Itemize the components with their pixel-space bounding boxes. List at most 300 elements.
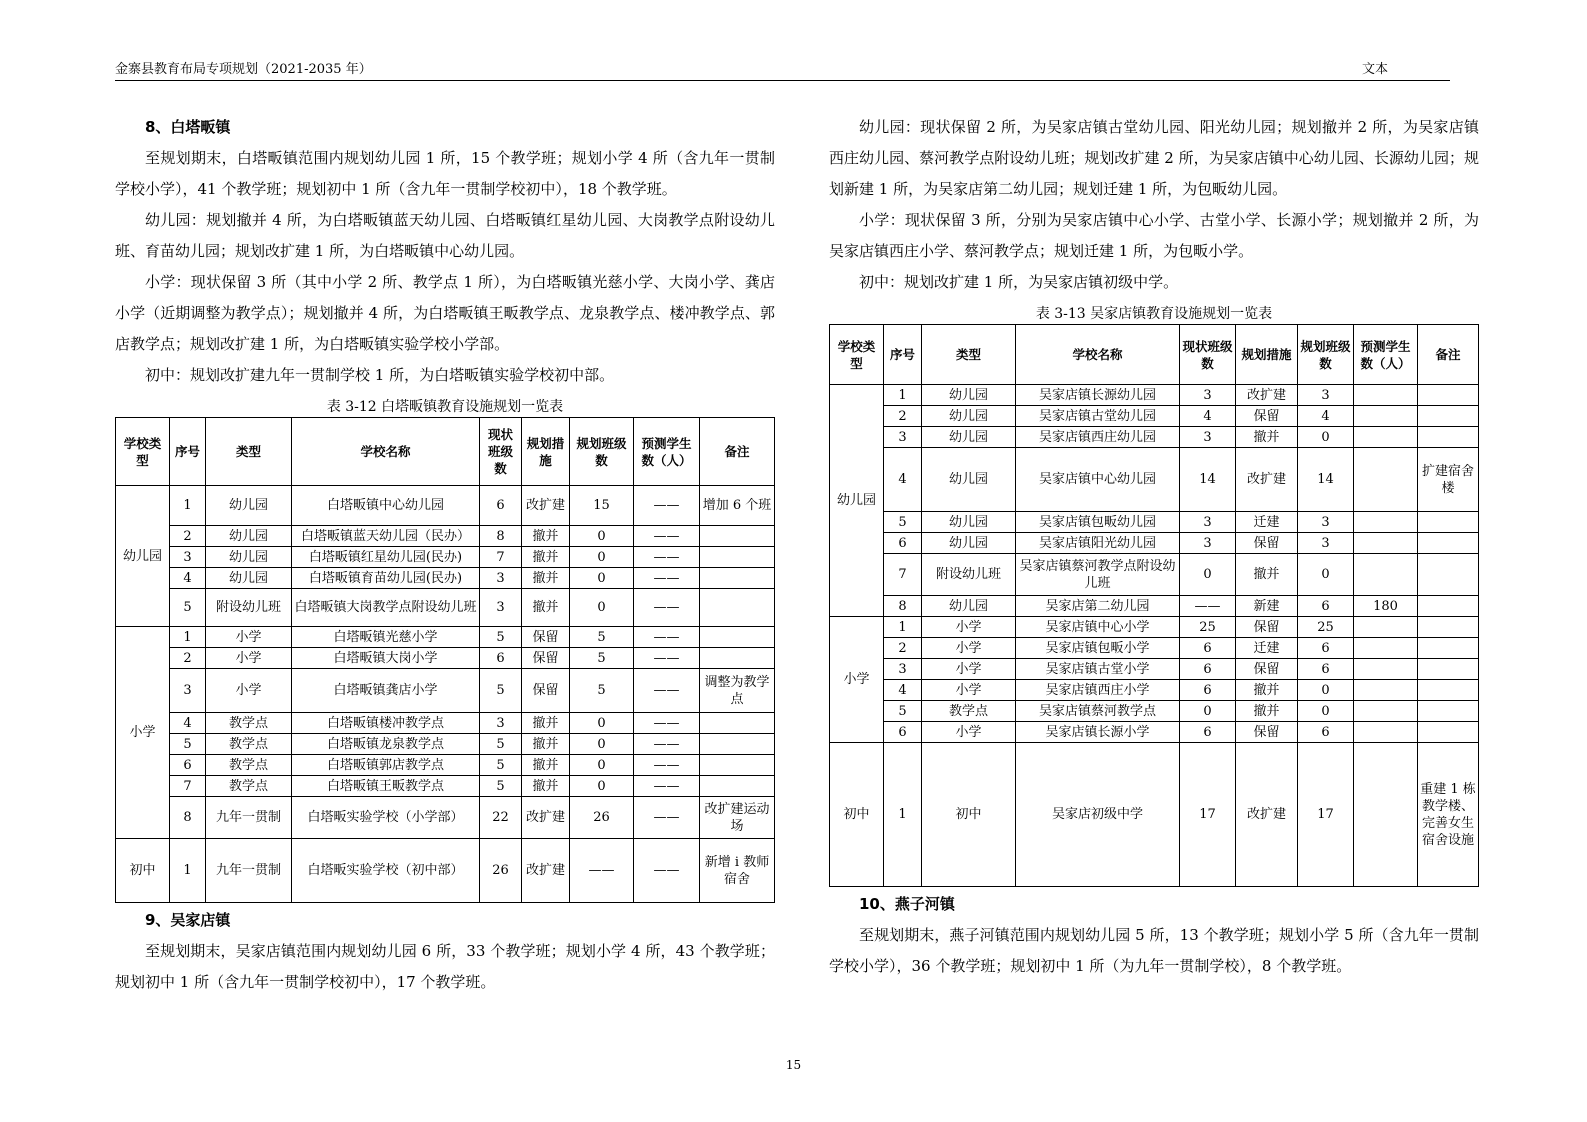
table-cell: 保留 — [1236, 659, 1298, 680]
table-cell: 26 — [570, 797, 634, 839]
paragraph: 小学：现状保留 3 所（其中小学 2 所、教学点 1 所），为白塔畈镇光慈小学、大岗小学、龚店小学（近期调整为教学点）；规划撤并 4 所，为白塔畈镇王畈教学点、龙泉教学点、楼冲教学点、郭店教学点；规划改扩建 1 所，为白塔畈镇实验学校小学部。 — [115, 273, 775, 353]
table-cell — [700, 568, 775, 589]
table-cell — [1354, 680, 1418, 701]
table-cell — [1354, 617, 1418, 638]
table-cell: 教学点 — [206, 755, 292, 776]
table-cell: —— — [634, 486, 700, 526]
table-cell: 撤并 — [522, 776, 570, 797]
table-cell — [1418, 385, 1479, 406]
table-cell: —— — [634, 589, 700, 627]
table-cell: 0 — [570, 589, 634, 627]
table-cell — [700, 547, 775, 568]
column-header: 现状班级数 — [480, 418, 522, 486]
table-cell — [1354, 448, 1418, 512]
table-row — [830, 533, 1479, 554]
table-cell: 改扩建 — [1236, 448, 1298, 512]
table-cell: —— — [634, 755, 700, 776]
table-cell: 小学 — [206, 669, 292, 713]
table-cell: 3 — [1298, 512, 1354, 533]
table-cell: 白塔畈镇郭店教学点 — [292, 755, 480, 776]
table-row — [830, 554, 1479, 596]
page-header — [115, 54, 1450, 81]
table-row — [830, 617, 1479, 638]
paragraph: 初中：规划改扩建九年一贯制学校 1 所，为白塔畈镇实验学校初中部。 — [145, 366, 615, 384]
column-header: 学校类型 — [116, 418, 170, 486]
heading-wujiadian: 9、吴家店镇 — [145, 911, 231, 929]
table-cell: 增加 6 个班 — [700, 486, 775, 526]
table-cell: 保留 — [522, 648, 570, 669]
table-cell: 改扩建 — [522, 839, 570, 903]
table-cell: 3 — [884, 427, 922, 448]
table-cell: 6 — [480, 486, 522, 526]
table-cell: 6 — [884, 533, 922, 554]
section-label: 文本 — [1361, 62, 1388, 77]
table-cell: 6 — [1180, 659, 1236, 680]
table-row — [116, 755, 775, 776]
table-cell — [1354, 743, 1418, 887]
table-cell: 6 — [1298, 596, 1354, 617]
table-cell: 5 — [480, 755, 522, 776]
table-cell: 撤并 — [1236, 680, 1298, 701]
table-cell: 6 — [480, 648, 522, 669]
table-cell — [1418, 427, 1479, 448]
table-cell: 白塔畈镇楼冲教学点 — [292, 713, 480, 734]
table-cell: 小学 — [922, 680, 1016, 701]
table-cell: 3 — [480, 713, 522, 734]
table-cell: 保留 — [1236, 617, 1298, 638]
table-cell: 九年一贯制 — [206, 839, 292, 903]
table-cell: 幼儿园 — [206, 547, 292, 568]
table-cell: 5 — [570, 627, 634, 648]
table-cell: 吴家店镇蔡河教学点 — [1016, 701, 1180, 722]
table-row — [116, 526, 775, 547]
table-cell: 2 — [884, 406, 922, 427]
table-row — [116, 547, 775, 568]
table-row — [116, 627, 775, 648]
table-cell: 0 — [1298, 554, 1354, 596]
table-cell: 25 — [1180, 617, 1236, 638]
table-cell: 5 — [480, 627, 522, 648]
table-cell: 白塔畈镇光慈小学 — [292, 627, 480, 648]
table-cell: 5 — [570, 669, 634, 713]
table-cell: 吴家店镇中心幼儿园 — [1016, 448, 1180, 512]
table-row — [830, 722, 1479, 743]
table-cell: 幼儿园 — [922, 448, 1016, 512]
school-category-cell: 初中 — [830, 743, 884, 887]
paragraph: 幼儿园：现状保留 2 所，为吴家店镇古堂幼儿园、阳光幼儿园；规划撤并 2 所，为吴家店镇西庄幼儿园、蔡河教学点附设幼儿班；规划改扩建 2 所，为吴家店镇中心幼儿园、长源幼儿园；规划新建 1 所，为吴家店第二幼儿园；规划迁建 1 所，为包畈幼儿园。 — [829, 118, 1479, 198]
table-cell — [1418, 406, 1479, 427]
table-cell — [700, 755, 775, 776]
table-cell: 2 — [170, 648, 206, 669]
table-cell: 6 — [1298, 659, 1354, 680]
table-cell: 4 — [884, 680, 922, 701]
table-cell: 4 — [170, 713, 206, 734]
table-cell: 2 — [884, 638, 922, 659]
column-header: 预测学生数（人） — [634, 418, 700, 486]
table-cell — [1354, 722, 1418, 743]
table-cell: 幼儿园 — [922, 427, 1016, 448]
table-cell: 白塔畈镇王畈教学点 — [292, 776, 480, 797]
column-header: 预测学生数（人） — [1354, 325, 1418, 385]
column-header: 类型 — [206, 418, 292, 486]
table-cell: 幼儿园 — [922, 596, 1016, 617]
table-cell: 重建 1 栋教学楼、完善女生宿舍设施 — [1418, 743, 1479, 887]
column-header: 备注 — [700, 418, 775, 486]
table-cell: 吴家店镇包畈幼儿园 — [1016, 512, 1180, 533]
table-cell — [1418, 554, 1479, 596]
table-cell: 吴家店初级中学 — [1016, 743, 1180, 887]
table-cell: 保留 — [1236, 406, 1298, 427]
school-category-cell: 小学 — [116, 627, 170, 839]
table-cell: 4 — [170, 568, 206, 589]
table-cell: 白塔畈镇大岗教学点附设幼儿班 — [292, 589, 480, 627]
table-cell: 撤并 — [1236, 701, 1298, 722]
table-cell — [700, 526, 775, 547]
table-cell: 5 — [884, 701, 922, 722]
paragraph: 至规划期末，白塔畈镇范围内规划幼儿园 1 所，15 个教学班；规划小学 4 所（含九年一贯制学校小学），41 个教学班；规划初中 1 所（含九年一贯制学校初中），18 个教学班。 — [115, 149, 775, 198]
table-cell: —— — [634, 776, 700, 797]
table-cell: 8 — [884, 596, 922, 617]
table-cell: 保留 — [522, 627, 570, 648]
table-cell — [1418, 659, 1479, 680]
table-cell: 白塔畈镇红星幼儿园(民办) — [292, 547, 480, 568]
table-cell: 改扩建 — [522, 797, 570, 839]
table-cell: 吴家店第二幼儿园 — [1016, 596, 1180, 617]
table-cell: 吴家店镇长源幼儿园 — [1016, 385, 1180, 406]
table-cell: 5 — [170, 589, 206, 627]
table-cell: 3 — [1180, 385, 1236, 406]
table-cell: —— — [634, 734, 700, 755]
table-cell: 新增 i 教师宿舍 — [700, 839, 775, 903]
table-cell: 新建 — [1236, 596, 1298, 617]
table-cell: 幼儿园 — [206, 568, 292, 589]
column-header: 现状班级数 — [1180, 325, 1236, 385]
table-cell: 0 — [1298, 701, 1354, 722]
table-cell — [700, 776, 775, 797]
table-cell: 扩建宿舍楼 — [1418, 448, 1479, 512]
table-cell: 吴家店镇中心小学 — [1016, 617, 1180, 638]
table-row — [116, 669, 775, 713]
table-cell: 白塔畈镇大岗小学 — [292, 648, 480, 669]
table-cell: 吴家店镇古堂幼儿园 — [1016, 406, 1180, 427]
table-cell: 7 — [170, 776, 206, 797]
table-cell: 1 — [170, 627, 206, 648]
column-header: 规划措施 — [522, 418, 570, 486]
column-header: 备注 — [1418, 325, 1479, 385]
table-cell — [1354, 554, 1418, 596]
table-cell: 3 — [480, 589, 522, 627]
table-cell: 6 — [1180, 638, 1236, 659]
table-cell: 幼儿园 — [206, 486, 292, 526]
table-cell: 3 — [884, 659, 922, 680]
table-cell: 3 — [1180, 512, 1236, 533]
table-cell: 1 — [170, 486, 206, 526]
table-row — [830, 701, 1479, 722]
table-cell: 吴家店镇西庄小学 — [1016, 680, 1180, 701]
table-3-13 — [829, 324, 1479, 887]
table-caption: 表 3-12 白塔畈镇教育设施规划一览表 — [326, 399, 564, 415]
table-row — [116, 713, 775, 734]
table-cell: 保留 — [1236, 722, 1298, 743]
table-cell: 白塔畈镇龙泉教学点 — [292, 734, 480, 755]
table-cell: 6 — [1298, 722, 1354, 743]
table-cell: 17 — [1298, 743, 1354, 887]
table-cell: 幼儿园 — [922, 533, 1016, 554]
table-cell: 3 — [170, 669, 206, 713]
paragraph: 至规划期末，燕子河镇范围内规划幼儿园 5 所，13 个教学班；规划小学 5 所（含九年一贯制学校小学），36 个教学班；规划初中 1 所（为九年一贯制学校），8 个教学班。 — [829, 926, 1479, 975]
page-number: 15 — [785, 1058, 802, 1072]
table-cell — [1418, 596, 1479, 617]
table-cell — [700, 734, 775, 755]
column-header: 序号 — [884, 325, 922, 385]
table-cell: 4 — [1180, 406, 1236, 427]
table-cell: 5 — [480, 734, 522, 755]
table-cell: —— — [634, 547, 700, 568]
table-row — [830, 448, 1479, 512]
table-cell: 幼儿园 — [922, 512, 1016, 533]
table-cell — [1418, 722, 1479, 743]
table-cell — [1354, 427, 1418, 448]
table-cell — [1354, 385, 1418, 406]
table-cell: 3 — [1298, 385, 1354, 406]
column-header: 规划措施 — [1236, 325, 1298, 385]
table-cell: —— — [634, 648, 700, 669]
table-cell: 3 — [1180, 533, 1236, 554]
table-cell: 0 — [1180, 554, 1236, 596]
paragraph: 初中：规划改扩建 1 所，为吴家店镇初级中学。 — [859, 273, 1179, 291]
table-row — [116, 568, 775, 589]
table-cell — [1354, 512, 1418, 533]
table-cell: 白塔畈实验学校（小学部） — [292, 797, 480, 839]
table-cell: 0 — [570, 734, 634, 755]
school-category-cell: 初中 — [116, 839, 170, 903]
table-cell: 5 — [480, 669, 522, 713]
right-column — [829, 112, 1479, 982]
table-cell — [700, 627, 775, 648]
table-row — [830, 638, 1479, 659]
table-row — [116, 734, 775, 755]
table-cell: 0 — [570, 526, 634, 547]
table-caption: 表 3-13 吴家店镇教育设施规划一览表 — [1035, 306, 1273, 322]
table-cell: 26 — [480, 839, 522, 903]
table-cell: 迁建 — [1236, 512, 1298, 533]
table-cell — [1354, 533, 1418, 554]
table-row — [830, 659, 1479, 680]
table-cell: 小学 — [922, 617, 1016, 638]
table-cell: 小学 — [922, 638, 1016, 659]
table-cell — [700, 648, 775, 669]
table-cell: 撤并 — [522, 734, 570, 755]
paragraph: 至规划期末，吴家店镇范围内规划幼儿园 6 所，33 个教学班；规划小学 4 所，43 个教学班；规划初中 1 所（含九年一贯制学校初中），17 个教学班。 — [115, 942, 775, 991]
table-cell: 撤并 — [1236, 427, 1298, 448]
table-cell: 6 — [884, 722, 922, 743]
table-cell: 6 — [1180, 680, 1236, 701]
table-cell: 0 — [570, 755, 634, 776]
heading-yanzihe: 10、燕子河镇 — [859, 895, 955, 913]
table-cell: 附设幼儿班 — [206, 589, 292, 627]
table-cell: 1 — [884, 617, 922, 638]
table-cell: 14 — [1298, 448, 1354, 512]
table-row — [830, 385, 1479, 406]
table-3-12 — [115, 417, 775, 903]
table-cell — [1418, 680, 1479, 701]
table-cell: 3 — [170, 547, 206, 568]
table-cell: 7 — [480, 547, 522, 568]
table-cell: 0 — [1180, 701, 1236, 722]
table-cell: 保留 — [522, 669, 570, 713]
table-row — [116, 589, 775, 627]
table-row — [116, 839, 775, 903]
table-row — [830, 596, 1479, 617]
table-row — [116, 486, 775, 526]
table-cell: —— — [1180, 596, 1236, 617]
table-cell: 教学点 — [206, 713, 292, 734]
paragraph: 幼儿园：规划撤并 4 所，为白塔畈镇蓝天幼儿园、白塔畈镇红星幼儿园、大岗教学点附设幼儿班、育苗幼儿园；规划改扩建 1 所，为白塔畈镇中心幼儿园。 — [115, 211, 775, 260]
table-cell — [1418, 638, 1479, 659]
table-cell: 小学 — [206, 648, 292, 669]
table-cell: 5 — [884, 512, 922, 533]
table-cell: 撤并 — [522, 568, 570, 589]
table-cell: 小学 — [922, 722, 1016, 743]
table-cell: 撤并 — [522, 526, 570, 547]
table-cell: 吴家店镇阳光幼儿园 — [1016, 533, 1180, 554]
table-row — [830, 427, 1479, 448]
table-cell: 5 — [170, 734, 206, 755]
column-header: 序号 — [170, 418, 206, 486]
table-cell: —— — [634, 526, 700, 547]
table-cell: 5 — [570, 648, 634, 669]
table-cell: 白塔畈镇龚店小学 — [292, 669, 480, 713]
table-cell: —— — [634, 627, 700, 648]
table-cell — [1354, 638, 1418, 659]
table-cell: 撤并 — [522, 589, 570, 627]
school-category-cell: 幼儿园 — [116, 486, 170, 627]
table-cell: 幼儿园 — [206, 526, 292, 547]
table-cell: 吴家店镇古堂小学 — [1016, 659, 1180, 680]
document-title: 金寨县教育布局专项规划（2021-2035 年） — [115, 62, 372, 77]
table-cell: 6 — [170, 755, 206, 776]
table-cell: 初中 — [922, 743, 1016, 887]
table-cell: 0 — [570, 568, 634, 589]
table-cell: 撤并 — [522, 755, 570, 776]
table-cell — [700, 589, 775, 627]
column-header: 规划班级数 — [1298, 325, 1354, 385]
table-cell: —— — [634, 669, 700, 713]
table-cell: 改扩建 — [522, 486, 570, 526]
table-cell: 小学 — [922, 659, 1016, 680]
column-header: 类型 — [922, 325, 1016, 385]
table-cell: 调整为教学点 — [700, 669, 775, 713]
table-cell — [1418, 701, 1479, 722]
table-cell: 幼儿园 — [922, 385, 1016, 406]
table-row — [116, 797, 775, 839]
table-cell: 撤并 — [522, 713, 570, 734]
table-row — [830, 512, 1479, 533]
table-cell: 1 — [170, 839, 206, 903]
table-cell: 5 — [480, 776, 522, 797]
school-category-cell: 幼儿园 — [830, 385, 884, 617]
school-category-cell: 小学 — [830, 617, 884, 743]
table-cell: 15 — [570, 486, 634, 526]
table-cell: 0 — [570, 776, 634, 797]
table-cell: 九年一贯制 — [206, 797, 292, 839]
table-cell — [1418, 512, 1479, 533]
table-cell: 1 — [884, 743, 922, 887]
table-cell: 吴家店镇西庄幼儿园 — [1016, 427, 1180, 448]
table-cell — [1354, 659, 1418, 680]
table-cell: 4 — [884, 448, 922, 512]
table-cell: 撤并 — [522, 547, 570, 568]
column-header: 规划班级数 — [570, 418, 634, 486]
table-cell — [1418, 617, 1479, 638]
table-cell: 6 — [1298, 638, 1354, 659]
table-row — [116, 776, 775, 797]
table-cell: 附设幼儿班 — [922, 554, 1016, 596]
table-cell: —— — [634, 797, 700, 839]
column-header: 学校名称 — [292, 418, 480, 486]
left-column — [115, 112, 775, 998]
heading-baitafan: 8、白塔畈镇 — [145, 118, 231, 136]
table-cell: 白塔畈镇育苗幼儿园(民办) — [292, 568, 480, 589]
table-cell: 教学点 — [206, 734, 292, 755]
paragraph: 小学：现状保留 3 所，分别为吴家店镇中心小学、古堂小学、长源小学；规划撤并 2 所，为吴家店镇西庄小学、蔡河教学点；规划迁建 1 所，为包畈小学。 — [829, 211, 1479, 260]
column-header: 学校名称 — [1016, 325, 1180, 385]
table-cell: 4 — [1298, 406, 1354, 427]
table-cell: 3 — [480, 568, 522, 589]
table-cell: 白塔畈实验学校（初中部） — [292, 839, 480, 903]
table-row — [830, 406, 1479, 427]
table-cell: 25 — [1298, 617, 1354, 638]
table-cell: 0 — [1298, 680, 1354, 701]
table-cell: 0 — [570, 713, 634, 734]
table-row — [830, 680, 1479, 701]
table-cell — [1354, 701, 1418, 722]
table-cell: 吴家店镇蔡河教学点附设幼儿班 — [1016, 554, 1180, 596]
table-cell: 1 — [884, 385, 922, 406]
table-cell: 保留 — [1236, 533, 1298, 554]
table-cell: 教学点 — [922, 701, 1016, 722]
table-cell: 8 — [480, 526, 522, 547]
table-cell: 2 — [170, 526, 206, 547]
table-cell: 7 — [884, 554, 922, 596]
table-cell: 180 — [1354, 596, 1418, 617]
table-cell: 改扩建 — [1236, 385, 1298, 406]
table-cell — [1354, 406, 1418, 427]
table-cell: 吴家店镇包畈小学 — [1016, 638, 1180, 659]
column-header: 学校类型 — [830, 325, 884, 385]
table-cell: —— — [634, 839, 700, 903]
table-cell: 撤并 — [1236, 554, 1298, 596]
table-cell: 22 — [480, 797, 522, 839]
table-cell: 8 — [170, 797, 206, 839]
table-cell: 白塔畈镇蓝天幼儿园（民办） — [292, 526, 480, 547]
table-cell: 3 — [1298, 533, 1354, 554]
table-cell: 迁建 — [1236, 638, 1298, 659]
table-cell: —— — [634, 568, 700, 589]
table-cell: 教学点 — [206, 776, 292, 797]
table-cell: 改扩建 — [1236, 743, 1298, 887]
table-cell: —— — [570, 839, 634, 903]
table-cell — [700, 713, 775, 734]
table-cell: 改扩建运动场 — [700, 797, 775, 839]
table-cell: —— — [634, 713, 700, 734]
table-cell: 白塔畈镇中心幼儿园 — [292, 486, 480, 526]
table-cell: 3 — [1180, 427, 1236, 448]
table-cell: 0 — [1298, 427, 1354, 448]
table-cell: 14 — [1180, 448, 1236, 512]
table-cell: 0 — [570, 547, 634, 568]
table-cell: 吴家店镇长源小学 — [1016, 722, 1180, 743]
